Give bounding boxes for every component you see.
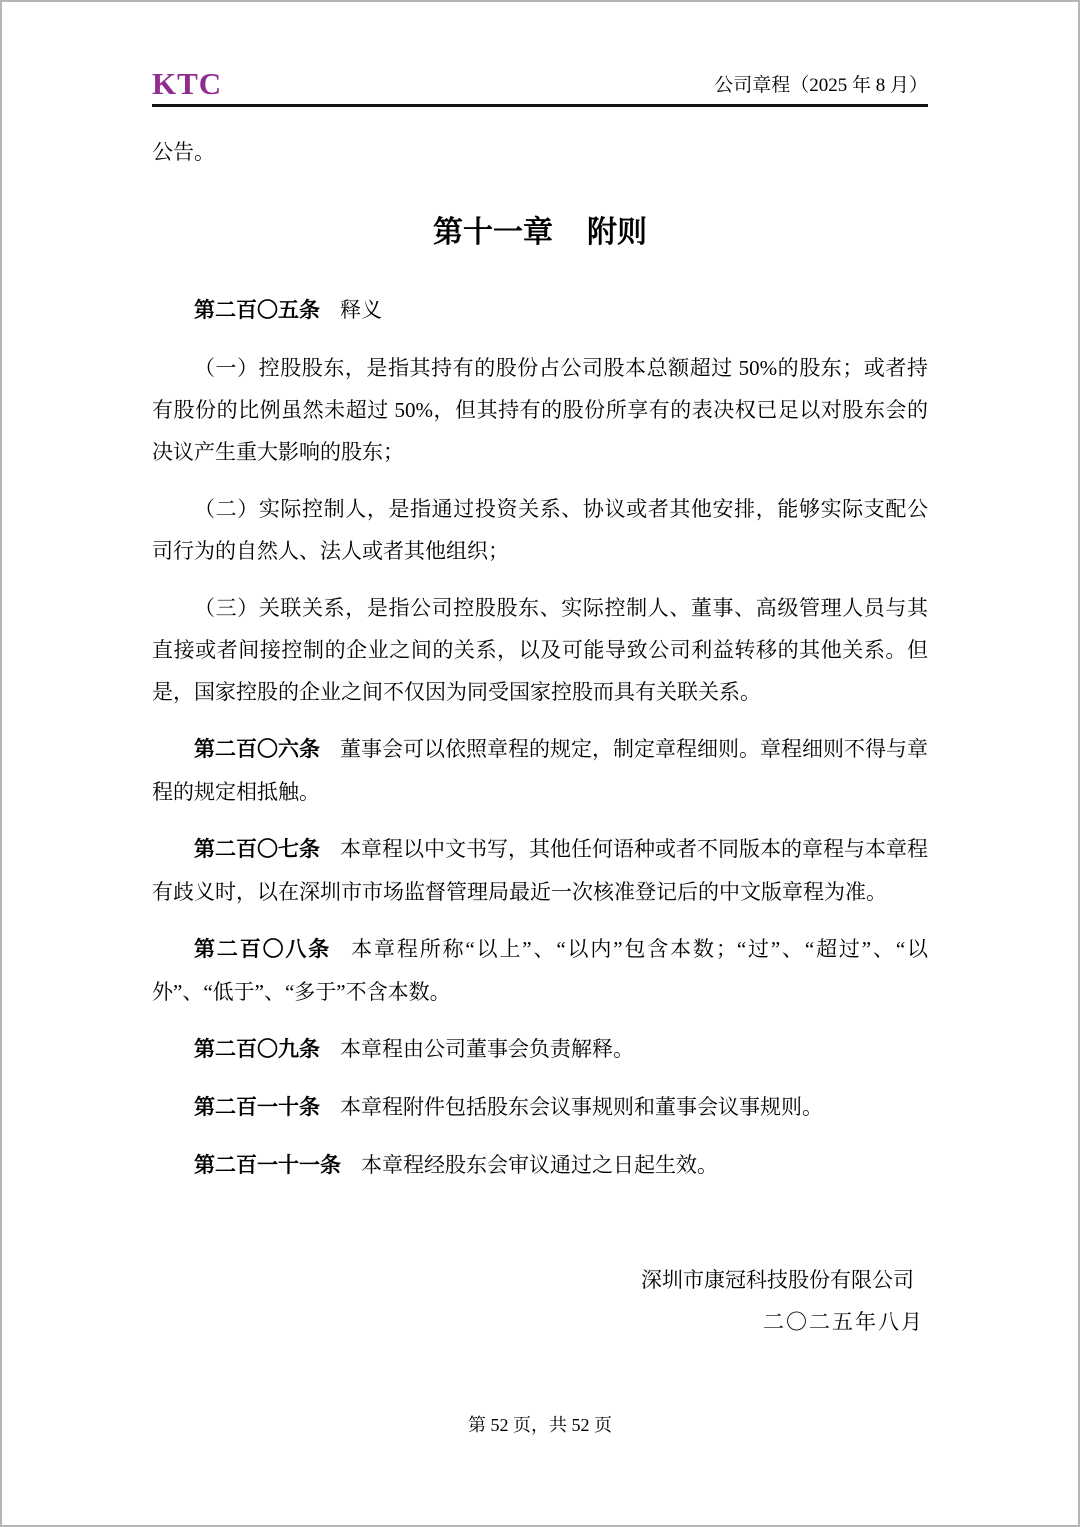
article-209-label: 第二百〇九条	[194, 1038, 320, 1061]
article-211-paragraph	[152, 1144, 928, 1187]
signature-date: 二〇二五年八月	[763, 1310, 924, 1334]
article-207-paragraph	[152, 828, 928, 913]
article-206-paragraph	[152, 728, 928, 813]
article-211-label: 第二百一十一条	[194, 1154, 341, 1177]
page-content	[2, 2, 1078, 1343]
article-208-label: 第二百〇八条	[194, 938, 332, 961]
article-209-paragraph	[152, 1028, 928, 1071]
article-208-paragraph	[152, 928, 928, 1013]
article-209-text: 本章程由公司董事会负责解释。	[340, 1037, 634, 1061]
header-doc-title: 公司章程（2025 年 8 月）	[714, 75, 928, 96]
chapter-name: 附则	[587, 216, 647, 249]
definition-item-2: （二）实际控制人，是指通过投资关系、协议或者其他安排，能够实际支配公司行为的自然人、法人或者其他组织；	[152, 497, 928, 563]
chapter-title	[152, 213, 928, 253]
chapter-number: 第十一章	[433, 216, 553, 249]
ktc-logo: KTC	[152, 66, 223, 101]
article-211-text: 本章程经股东会审议通过之日起生效。	[361, 1153, 718, 1177]
article-205-title: 释义	[340, 298, 382, 322]
article-206-label: 第二百〇六条	[194, 738, 320, 761]
article-205-label: 第二百〇五条	[194, 299, 320, 322]
definition-item-3: （三）关联关系，是指公司控股股东、实际控制人、董事、高级管理人员与其直接或者间接控制的企业之间的关系，以及可能导致公司利益转移的其他关系。但是，国家控股的企业之间不仅因为同受国家控股而具有关联关系。	[152, 596, 928, 704]
page-number: 第 52 页，共 52 页	[468, 1415, 612, 1435]
company-name: 深圳市康冠科技股份有限公司	[641, 1268, 914, 1292]
definition-item-1: （一）控股股东，是指其持有的股份占公司股本总额超过 50%的股东；或者持有股份的比例虽然未超过 50%，但其持有的股份所享有的表决权已足以对股东会的决议产生重大影响的股东；	[152, 356, 928, 464]
article-207-text: 本章程以中文书写，其他任何语种或者不同版本的章程与本章程有歧义时，以在深圳市市场监督管理局最近一次核准登记后的中文版章程为准。	[152, 837, 928, 904]
intro-paragraph: 公告。	[152, 140, 215, 164]
article-210-label: 第二百一十条	[194, 1096, 320, 1119]
article-210-paragraph	[152, 1086, 928, 1129]
article-207-label: 第二百〇七条	[194, 838, 320, 861]
signature-block	[152, 1259, 928, 1343]
page-header	[152, 68, 928, 107]
article-205-paragraph	[152, 289, 928, 332]
article-206-text: 董事会可以依照章程的规定，制定章程细则。章程细则不得与章程的规定相抵触。	[152, 737, 928, 804]
article-210-text: 本章程附件包括股东会议事规则和董事会议事规则。	[340, 1095, 823, 1119]
article-208-text: 本章程所称“以上”、“以内”包含本数；“过”、“超过”、“以外”、“低于”、“多于”不含本数。	[152, 937, 928, 1004]
